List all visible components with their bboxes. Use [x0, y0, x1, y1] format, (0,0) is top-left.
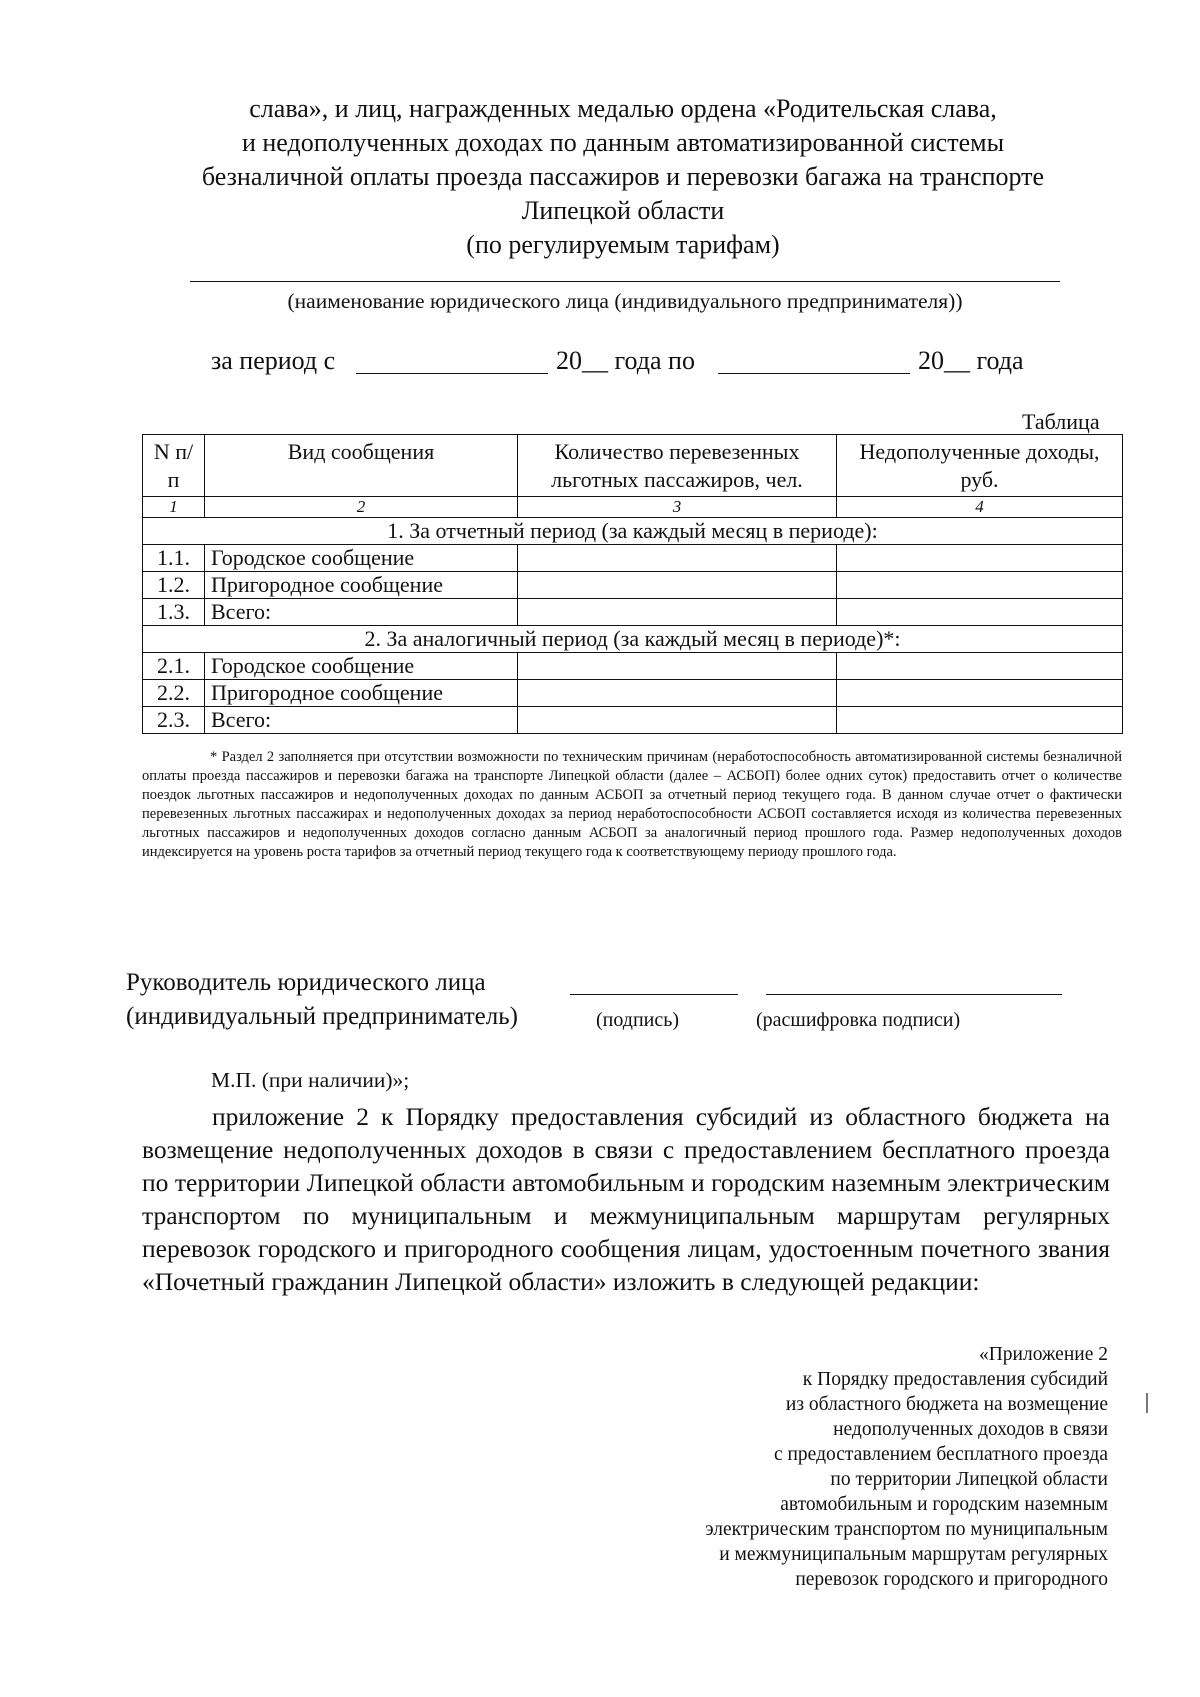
period-end-blank — [718, 373, 910, 374]
document-title — [0, 92, 1200, 262]
table-row — [143, 545, 1123, 572]
row-name: Пригородное сообщение — [205, 572, 518, 599]
row-name: Пригородное сообщение — [205, 680, 518, 707]
title-line: (по регулируемым тарифам) — [466, 230, 780, 259]
appendix-line: и межмуниципальным маршрутам регулярных — [719, 1544, 1108, 1565]
stamp-note: М.П. (при наличии)»; — [211, 1068, 410, 1092]
row-passengers-cell — [518, 572, 837, 599]
table-row — [143, 599, 1123, 626]
appendix-line: к Порядку предоставления субсидий — [802, 1369, 1108, 1390]
head-title-line1: Руководитель юридического лица — [126, 969, 486, 996]
title-line: безналичной оплаты проезда пассажиров и перевозки багажа на транспорте — [201, 162, 1045, 191]
col-number: 3 — [518, 497, 837, 518]
header-num: N п/п — [143, 435, 205, 497]
scan-mark — [1146, 1393, 1148, 1413]
amendment-paragraph: приложение 2 к Порядку предоставления субсидий из областного бюджета на возмещение недополученных доходов в связи с предоставлением бесплатного проезда по территории Липецкой области автомобильным и городским наземным электрическим транспортом по муниципальным и межмуниципальным маршрутам регулярных перевозок городского и пригородного сообщения лицам, удостоенным почетного звания «Почетный гражданин Липецкой области» изложить в следующей редакции: — [142, 1102, 1110, 1296]
table-row — [143, 707, 1123, 734]
row-income-cell — [837, 545, 1123, 572]
appendix-line: недополученных доходов в связи — [833, 1419, 1108, 1440]
col-number: 2 — [205, 497, 518, 518]
signature-line — [570, 994, 738, 995]
row-passengers-cell — [518, 707, 837, 734]
col-number: 4 — [837, 497, 1123, 518]
row-passengers-cell — [518, 653, 837, 680]
title-line: Липецкой области — [521, 196, 725, 225]
header-passengers: Количество перевезенных льготных пассажиров, чел. — [518, 435, 837, 497]
table-footnote: * Раздел 2 заполняется при отсутствии возможности по техническим причинам (неработоспособность автоматизированной системы безналичной оплаты проезда пассажиров и перевозки багажа на транспорте Липецкой области (далее – АСБОП) более одних суток) предоставить отчет о количестве поездок льготных пассажиров и недополученных доходах по данным АСБОП за отчетный период текущего года. В данном случае отчет о фактически перевезенных льготных пассажирах и недополученных доходах за период неработоспособности АСБОП составляется исходя из количества перевезенных льготных пассажиров и недополученных доходов согласно данным АСБОП за аналогичный период прошлого года. Размер недополученных доходов индексируется на уровень роста тарифов за отчетный период текущего года к соответствующему периоду прошлого года. — [142, 749, 1122, 860]
row-num: 2.2. — [143, 680, 205, 707]
table-label: Таблица — [1022, 409, 1100, 434]
appendix-line: автомобильным и городским наземным — [780, 1494, 1108, 1515]
row-num: 1.2. — [143, 572, 205, 599]
header-income: Недополученные доходы, руб. — [837, 435, 1123, 497]
row-income-cell — [837, 599, 1123, 626]
period-year-from: 20__ года по — [556, 346, 695, 375]
row-income-cell — [837, 572, 1123, 599]
row-num: 2.3. — [143, 707, 205, 734]
report-table — [142, 434, 1122, 734]
period-year-to: 20__ года — [918, 346, 1024, 375]
row-income-cell — [837, 680, 1123, 707]
table-row — [143, 680, 1123, 707]
table-row — [143, 653, 1123, 680]
table-row — [143, 572, 1123, 599]
row-income-cell — [837, 707, 1123, 734]
period-prefix: за период с — [211, 346, 336, 375]
entity-name-line — [190, 281, 1060, 282]
appendix-line: по территории Липецкой области — [830, 1469, 1108, 1490]
period-start-blank — [356, 373, 548, 374]
appendix-line: «Приложение 2 — [978, 1344, 1108, 1365]
signature-decode-line — [766, 994, 1062, 995]
row-name: Городское сообщение — [205, 653, 518, 680]
header-type: Вид сообщения — [205, 435, 518, 497]
row-passengers-cell — [518, 599, 837, 626]
appendix-line: с предоставлением бесплатного проезда — [773, 1444, 1108, 1465]
column-number-row — [143, 497, 1123, 518]
appendix-line: электрическим транспортом по муниципальным — [705, 1519, 1108, 1540]
section-row — [143, 518, 1123, 545]
entity-caption: (наименование юридического лица (индивидуального предпринимателя)) — [287, 289, 963, 313]
row-num: 2.1. — [143, 653, 205, 680]
signature-decode-caption: (расшифровка подписи) — [756, 1009, 961, 1031]
row-passengers-cell — [518, 545, 837, 572]
head-title-line2: (индивидуальный предприниматель) — [126, 1003, 518, 1030]
row-name: Городское сообщение — [205, 545, 518, 572]
section-title: 2. За аналогичный период (за каждый месяц в периоде)*: — [143, 626, 1123, 653]
row-num: 1.1. — [143, 545, 205, 572]
appendix-line: из областного бюджета на возмещение — [785, 1394, 1108, 1415]
row-passengers-cell — [518, 680, 837, 707]
appendix-line: перевозок городского и пригородного — [795, 1569, 1108, 1590]
row-num: 1.3. — [143, 599, 205, 626]
appendix-header — [560, 1342, 1108, 1592]
title-line: слава», и лиц, награжденных медалью ордена «Родительская слава, — [249, 94, 997, 123]
table-header-row — [143, 435, 1123, 497]
row-name: Всего: — [205, 707, 518, 734]
section-row — [143, 626, 1123, 653]
title-line: и недополученных доходах по данным автоматизированной системы — [241, 128, 1005, 157]
row-name: Всего: — [205, 599, 518, 626]
row-income-cell — [837, 653, 1123, 680]
signature-caption: (подпись) — [596, 1009, 680, 1031]
section-title: 1. За отчетный период (за каждый месяц в периоде): — [143, 518, 1123, 545]
col-number: 1 — [143, 497, 205, 518]
